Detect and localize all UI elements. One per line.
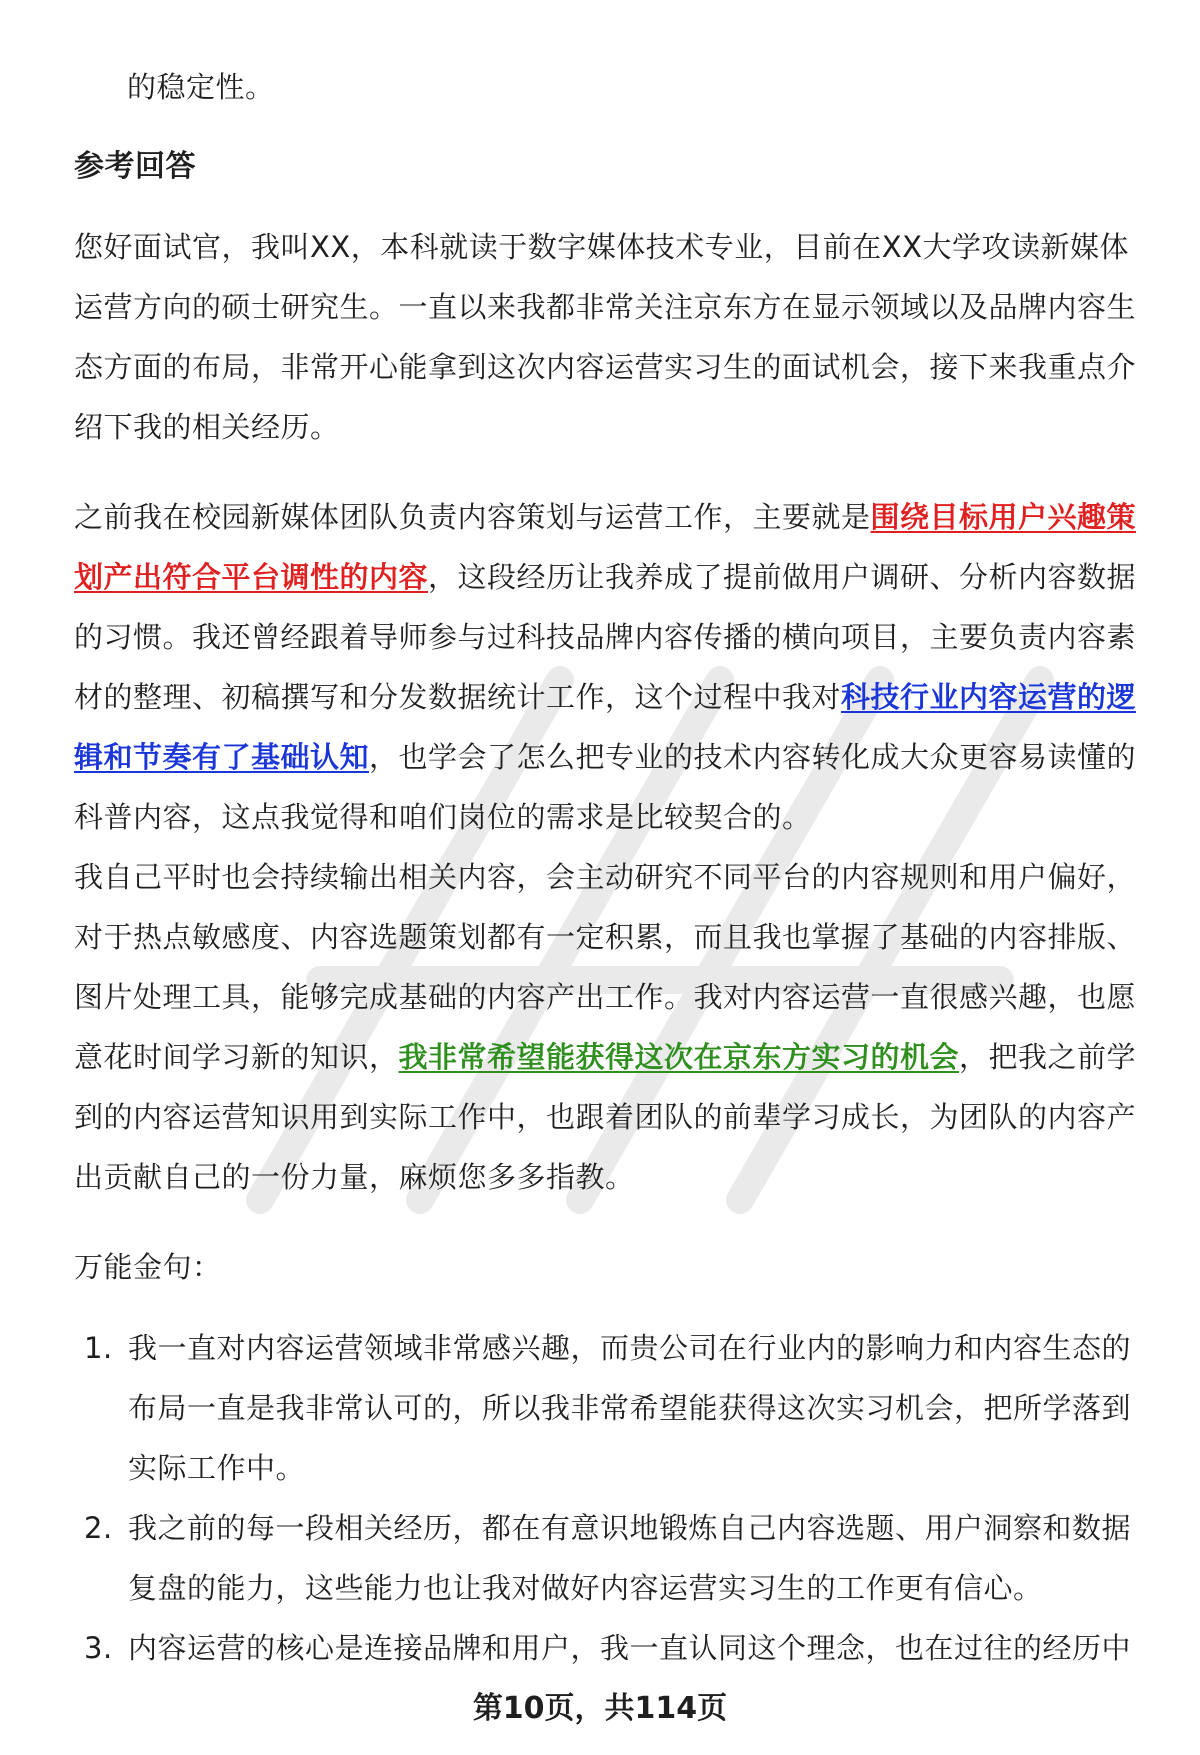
list-text: 我一直对内容运营领域非常感兴趣，而贵公司在行业内的影响力和内容生态的布局一直是我非常认可的，所以我非常希望能获得这次实习机会，把所学落到实际工作中。 xyxy=(128,1331,1132,1485)
motivation-paragraph xyxy=(74,847,1144,1207)
page-footer: 第10页，共114页 xyxy=(472,1691,728,1726)
section-heading: 参考回答 xyxy=(74,149,196,184)
list-number: 3. xyxy=(84,1631,113,1665)
motivation-text-2: ，把我之前学到的内容运营知识用到实际工作中，也跟着团队的前辈学习成长，为团队的内容产出贡献自己的一份力量，麻烦您多多指教。 xyxy=(74,1040,1137,1194)
continued-text: 的稳定性。 xyxy=(127,70,275,104)
experience-text-3: ，也学会了怎么把专业的技术内容转化成大众更容易读懂的科普内容，这点我觉得和咱们岗位的需求是比较契合的。 xyxy=(74,740,1137,834)
experience-paragraph xyxy=(74,487,1144,847)
list-number: 2. xyxy=(84,1511,113,1545)
highlight-red: 围绕目标用户兴趣策划产出符合平台调性的内容 xyxy=(74,500,1137,594)
highlight-blue: 科技行业内容运营的逻辑和节奏有了基础认知 xyxy=(74,680,1137,774)
list-number: 1. xyxy=(84,1331,113,1365)
experience-text-2: ，这段经历让我养成了提前做用户调研、分析内容数据的习惯。我还曾经跟着导师参与过科技品牌内容传播的横向项目，主要负责内容素材的整理、初稿撰写和分发数据统计工作，这个过程中我对 xyxy=(74,560,1137,714)
golden-list xyxy=(74,1318,1144,1678)
golden-label: 万能金句： xyxy=(74,1250,222,1284)
experience-text-1: 之前我在校园新媒体团队负责内容策划与运营工作，主要就是 xyxy=(74,500,871,534)
list-text: 我之前的每一段相关经历，都在有意识地锻炼自己内容选题、用户洞察和数据复盘的能力，这些能力也让我对做好内容运营实习生的工作更有信心。 xyxy=(128,1511,1132,1605)
motivation-text-1: 我自己平时也会持续输出相关内容，会主动研究不同平台的内容规则和用户偏好，对于热点敏感度、内容选题策划都有一定积累，而且我也掌握了基础的内容排版、图片处理工具，能够完成基础的内容产出工作。我对内容运营一直很感兴趣，也愿意花时间学习新的知识， xyxy=(74,860,1137,1074)
highlight-green: 我非常希望能获得这次在京东方实习的机会 xyxy=(398,1040,960,1074)
list-text: 内容运营的核心是连接品牌和用户，我一直认同这个理念，也在过往的经历中 xyxy=(128,1631,1132,1665)
intro-paragraph: 您好面试官，我叫XX，本科就读于数字媒体技术专业，目前在XX大学攻读新媒体运营方向的硕士研究生。一直以来我都非常关注京东方在显示领域以及品牌内容生态方面的布局，非常开心能拿到这次内容运营实习生的面试机会，接下来我重点介绍下我的相关经历。 xyxy=(74,230,1137,444)
list-item xyxy=(74,1498,1144,1618)
list-item xyxy=(74,1618,1144,1678)
list-item xyxy=(74,1318,1144,1498)
